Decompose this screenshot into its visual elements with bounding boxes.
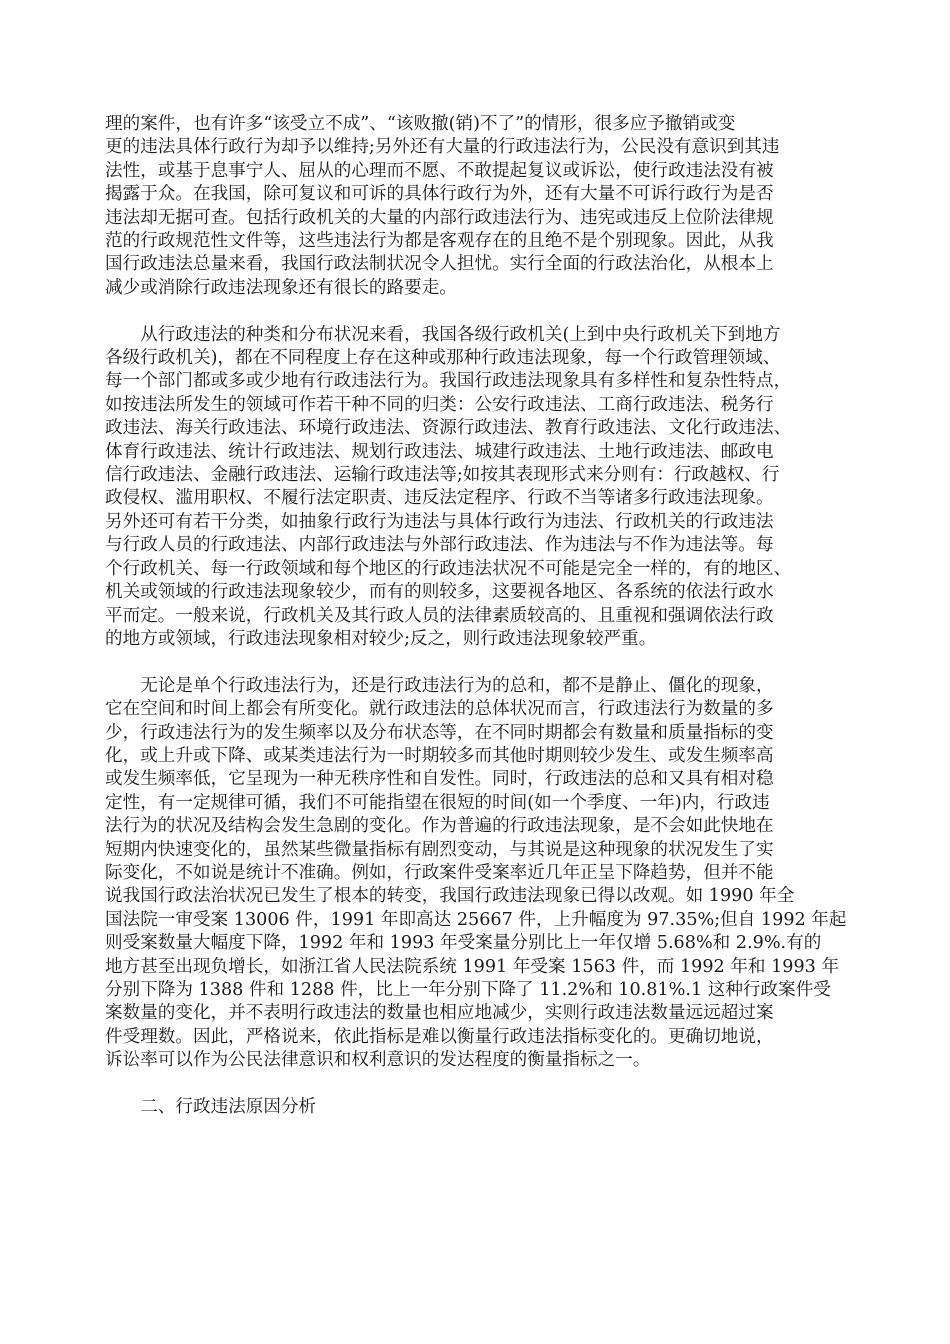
text-line: 它在空间和时间上都会有所变化。就行政违法的总体状况而言，行政违法行为数量的多: [105, 699, 774, 720]
text-line: 各级行政机关)，都在不同程度上存在这种或那种行政违法现象，每一个行政管理领域、: [105, 348, 781, 369]
text-line: 国法院一审受案 13006 件，1991 年即高达 25667 件，上升幅度为 97.35%;但自 1992 年起: [105, 909, 847, 930]
text-line: 机关或领域的行政违法现象较少，而有的则较多，这要视各地区、各系统的依法行政水: [105, 582, 774, 603]
text-line: 政侵权、滥用职权、不履行法定职责、违反法定程序、行政不当等诸多行政违法现象。: [105, 488, 774, 509]
text-line: 揭露于众。在我国，除可复议和可诉的具体行政行为外，还有大量不可诉行政行为是否: [105, 184, 774, 205]
text-line: 案数量的变化，并不表明行政违法的数量也相应地减少，实则行政违法数量远远超过案: [105, 1003, 774, 1024]
text-line: 说我国行政法治状况已发生了根本的转变，我国行政违法现象已得以改观。如 1990 年全: [105, 886, 795, 907]
paragraph-1: [105, 113, 847, 300]
text-line: 的地方或领域，行政违法现象相对较少;反之，则行政违法现象较严重。: [105, 628, 657, 649]
text-line: 定性，有一定规律可循，我们不可能指望在很短的时间(如一个季度、一年)内，行政违: [105, 792, 770, 813]
text-line: 减少或消除行政违法现象还有很长的路要走。: [105, 277, 457, 298]
text-line: 体育行政违法、统计行政违法、规划行政违法、城建行政违法、土地行政违法、邮政电: [105, 441, 774, 462]
text-line: 理的案件，也有许多“该受立不成”、“该败撤(销)不了”的情形，很多应予撤销或变: [105, 114, 736, 134]
text-line: 更的违法具体行政行为却予以维持;另外还有大量的行政违法行为，公民没有意识到其违: [105, 137, 780, 158]
text-line: 国行政违法总量来看，我国行政法制状况令人担忧。实行全面的行政法治化，从根本上: [105, 254, 774, 275]
text-line: 无论是单个行政违法行为，还是行政违法行为的总和，都不是静止、僵化的现象，: [140, 675, 774, 696]
text-line: 短期内快速变化的，虽然某些微量指标有剧烈变动，与其说是这种现象的状况发生了实: [105, 839, 774, 860]
text-line: 少，行政违法行为的发生频率以及分布状态等，在不同时期都会有数量和质量指标的变: [105, 722, 774, 743]
text-line: 范的行政规范性文件等，这些违法行为都是客观存在的且绝不是个别现象。因此，从我: [105, 231, 774, 252]
text-line: 信行政违法、金融行政违法、运输行政违法等;如按其表现形式来分则有：行政越权、行: [105, 465, 780, 486]
text-line: 分别下降为 1388 件和 1288 件，比上一年分别下降了 11.2%和 10.81%.1 这种行政案件受: [105, 980, 831, 1000]
text-line: 个行政机关、每一行政领域和每个地区的行政违法状况不可能是完全一样的，有的地区、: [105, 558, 792, 579]
text-line: 违法却无据可查。包括行政机关的大量的内部行政违法行为、违宪或违反上位阶法律规: [105, 207, 774, 228]
text-line: 平而定。一般来说，行政机关及其行政人员的法律素质较高的、且重视和强调依法行政: [105, 605, 774, 626]
text-line: 化，或上升或下降、或某类违法行为一时期较多而其他时期则较少发生、或发生频率高: [105, 745, 774, 766]
text-line: 或发生频率低，它呈现为一种无秩序性和自发性。同时，行政违法的总和又具有相对稳: [105, 769, 774, 790]
paragraph-3: [105, 675, 847, 1073]
text-line: 政违法、海关行政违法、环境行政违法、资源行政违法、教育行政违法、文化行政违法、: [105, 418, 792, 439]
text-line: 与行政人员的行政违法、内部行政违法与外部行政违法、作为违法与不作为违法等。每: [105, 535, 774, 556]
text-line: 诉讼率可以作为公民法律意识和权利意识的发达程度的衡量指标之一。: [105, 1050, 651, 1071]
text-line: 每一个部门都或多或少地有行政违法行为。我国行政违法现象具有多样性和复杂性特点，: [105, 371, 792, 392]
text-line: 际变化，不如说是统计不准确。例如，行政案件受案率近几年正呈下降趋势，但并不能: [105, 862, 774, 883]
text-line: 另外还可有若干分类，如抽象行政行为违法与具体行政行为违法、行政机关的行政违法: [105, 511, 774, 532]
document-page: [105, 113, 847, 1119]
text-line: 则受案数量大幅度下降，1992 年和 1993 年受案量分别比上一年仅增 5.68%和 2.9%.有的: [105, 933, 822, 954]
text-line: 地方甚至出现负增长，如浙江省人民法院系统 1991 年受案 1563 件，而 1992 年和 1993 年: [105, 956, 840, 977]
paragraph-2: [105, 324, 847, 652]
text-line: 法性，或基于息事宁人、屈从的心理而不愿、不敢提起复议或诉讼，使行政违法没有被: [105, 160, 774, 181]
text-line: 件受理数。因此，严格说来，依此指标是难以衡量行政违法指标变化的。更确切地说，: [105, 1026, 774, 1047]
text-line: 法行为的状况及结构会发生急剧的变化。作为普遍的行政违法现象，是不会如此快地在: [105, 816, 774, 837]
text-line: 从行政违法的种类和分布状况来看，我国各级行政机关(上到中央行政机关下到地方: [140, 324, 781, 345]
section-heading: 二、行政违法原因分析: [140, 1097, 317, 1118]
text-line: 如按违法所发生的领域可作若干种不同的归类：公安行政违法、工商行政违法、税务行: [105, 394, 774, 415]
